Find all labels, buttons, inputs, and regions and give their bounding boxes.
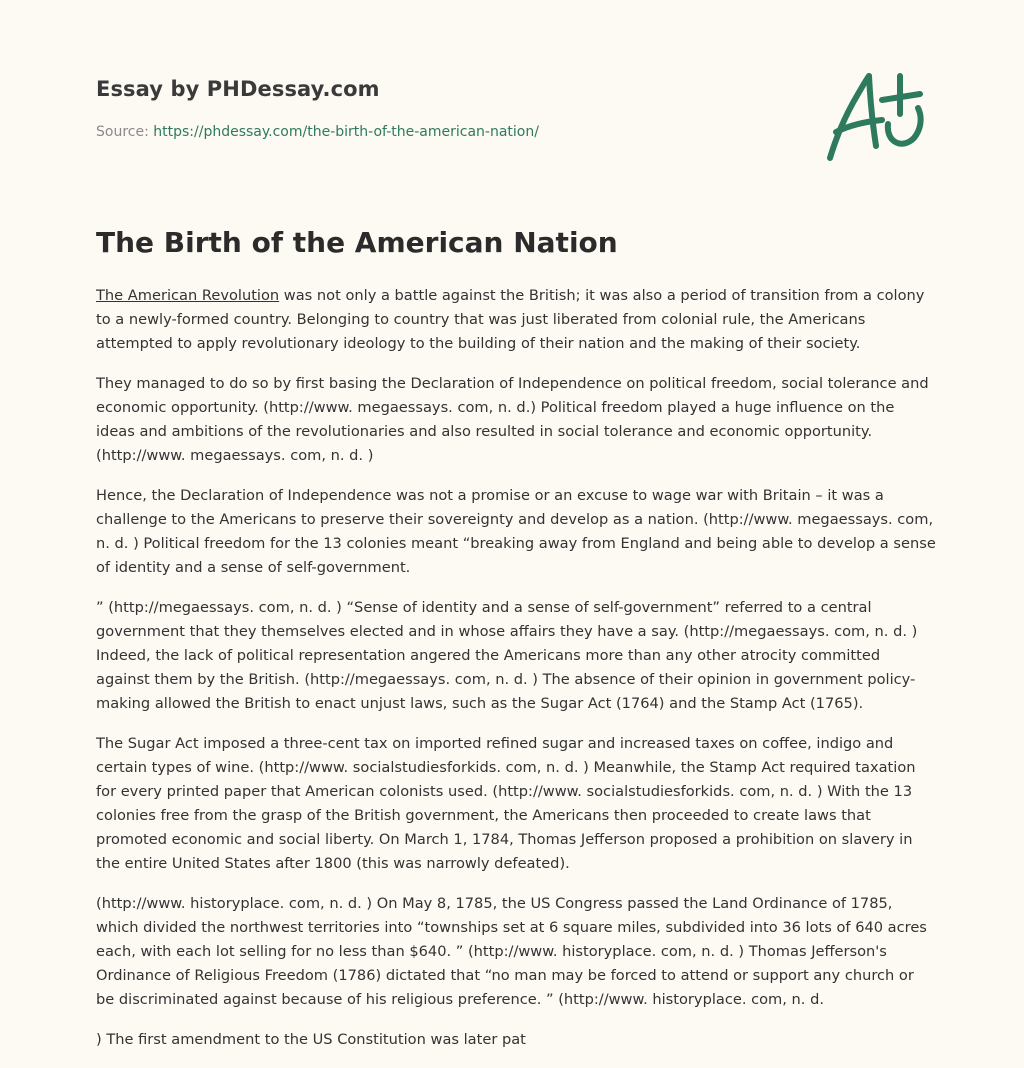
essay-paragraph-4: ” (http://megaessays. com, n. d. ) “Sense of identity and a sense of self-government” referred to a central government that they themselves elected and in whose affairs they have a say. (http://megaessays. com, n. d. ) Indeed, the lack of political representation angered the Americans more than any other atrocity committed against them by the British. (http://megaessays. com, n. d. ) The absence of their opinion in government policy-making allowed the British to enact unjust laws, such as the Sugar Act (1764) and the Stamp Act (1765). — [96, 599, 918, 712]
american-revolution-link[interactable]: The American Revolution — [96, 287, 280, 304]
a-plus-logo-icon — [822, 66, 926, 166]
essay-body — [96, 284, 936, 1068]
paragraph-text: was not only a battle against the British; it was also a period of transition from a colony to a newly-formed country. Belonging to country that was just liberated from colonial rule, the Americans attempted to apply revolutionary ideology to the building of their nation and the making of their society. — [96, 287, 925, 352]
site-title: Essay by PHDessay.com — [96, 77, 380, 101]
source-line — [96, 124, 539, 140]
essay-paragraph-6: (http://www. historyplace. com, n. d. ) On May 8, 1785, the US Congress passed the Land Ordinance of 1785, which divided the northwest territories into “townships set at 6 square miles, subdivided into 36 lots of 640 acres each, with each lot selling for no less than $640. ” (http://www. historyplace. com, n. d. ) Thomas Jefferson's Ordinance of Religious Freedom (1786) dictated that “no man may be forced to attend or support any church or be discriminated against because of his religious preference. ” (http://www. historyplace. com, n. d. — [96, 895, 927, 1008]
essay-paragraph-1 — [96, 284, 936, 356]
essay-title: The Birth of the American Nation — [96, 226, 618, 259]
essay-paragraph-5: The Sugar Act imposed a three-cent tax on imported refined sugar and increased taxes on coffee, indigo and certain types of wine. (http://www. socialstudiesforkids. com, n. d. ) Meanwhile, the Stamp Act required taxation for every printed paper that American colonists used. (http://www. socialstudiesforkids. com, n. d. ) With the 13 colonies free from the grasp of the British government, the Americans then proceeded to create laws that promoted economic and social liberty. On March 1, 1784, Thomas Jefferson proposed a prohibition on slavery in the entire United States after 1800 (this was narrowly defeated). — [96, 735, 916, 872]
source-link[interactable]: https://phdessay.com/the-birth-of-the-american-nation/ — [153, 124, 539, 140]
source-label: Source: — [96, 124, 149, 140]
essay-paragraph-3: Hence, the Declaration of Independence was not a promise or an excuse to wage war with Britain – it was a challenge to the Americans to preserve their sovereignty and develop as a nation. (http://www. megaessays. com, n. d. ) Political freedom for the 13 colonies meant “breaking away from England and being able to develop a sense of identity and a sense of self-government. — [96, 487, 936, 576]
essay-paragraph-2: They managed to do so by first basing the Declaration of Independence on political freedom, social tolerance and economic opportunity. (http://www. megaessays. com, n. d.) Political freedom played a huge influence on the ideas and ambitions of the revolutionaries and also resulted in social tolerance and economic opportunity. (http://www. megaessays. com, n. d. ) — [96, 375, 929, 464]
essay-paragraph-7: ) The first amendment to the US Constitution was later pat — [96, 1031, 526, 1048]
